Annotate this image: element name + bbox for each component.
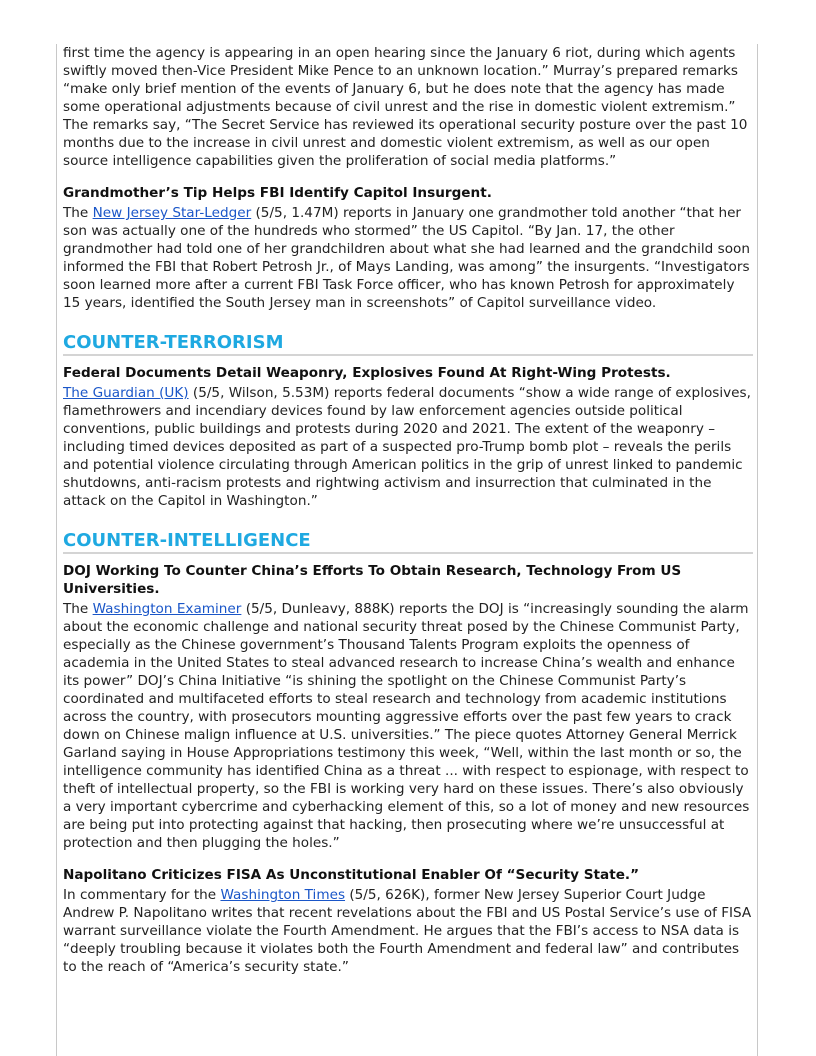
article-lead: The (63, 205, 93, 221)
section-header-counter-terrorism (63, 332, 753, 356)
article-text: (5/5, 1.47M) reports in January one grandmother told another “that her son was actually one of the hundreds who stormed” the US Capitol. “By Jan. 17, the other grandmother had told one of her grandchildren about what she had learned and the grandchild soon informed the FBI that Robert Petrosh Jr., of Mays Landing, was among” the insurgents. “Investigators soon learned more after a current FBI Task Force officer, who has known Petrosh for approximately 15 years, identified the South Jersey man in screenshots” of Capitol surveillance video. (63, 205, 750, 311)
article-federal-documents (63, 364, 753, 510)
source-link-washington-examiner[interactable]: Washington Examiner (92, 601, 242, 617)
article-body (63, 886, 753, 976)
article-grandmother-tip (63, 184, 753, 312)
article-headline: DOJ Working To Counter China’s Efforts To Obtain Research, Technology From US Universities. (63, 563, 682, 597)
article-headline: Grandmother’s Tip Helps FBI Identify Capitol Insurgent. (63, 185, 492, 201)
section-header-counter-intelligence (63, 530, 753, 554)
page-content (57, 44, 757, 976)
source-link-guardian[interactable]: The Guardian (UK) (63, 385, 189, 401)
section-title: COUNTER-INTELLIGENCE (63, 530, 311, 551)
intro-paragraph: first time the agency is appearing in an open hearing since the January 6 riot, during which agents swiftly moved then-Vice President Mike Pence to an unknown location.” Murray’s prepared remarks “make only brief mention of the events of January 6, but he does note that the agency has made some operational adjustments because of civil unrest and the rise in domestic violent extremism.” The remarks say, “The Secret Service has reviewed its operational security posture over the past 10 months due to the increase in civil unrest and domestic violent extremism, as well as our open source intelligence capabilities given the proliferation of social media platforms.” (63, 45, 748, 169)
source-link-washington-times[interactable]: Washington Times (220, 887, 346, 903)
article-body (63, 384, 753, 510)
article-headline: Napolitano Criticizes FISA As Unconstitutional Enabler Of “Security State.” (63, 867, 640, 883)
article-body (63, 600, 753, 852)
section-title: COUNTER-TERRORISM (63, 332, 284, 353)
newsletter-page (56, 44, 758, 1056)
article-lead: The (63, 601, 93, 617)
article-headline: Federal Documents Detail Weaponry, Explosives Found At Right-Wing Protests. (63, 365, 671, 381)
article-napolitano-fisa (63, 866, 753, 976)
article-text: (5/5, Dunleavy, 888K) reports the DOJ is “increasingly sounding the alarm about the economic challenge and national security threat posed by the Chinese Communist Party, especially as the Chinese government’s Thousand Talents Program exploits the openness of academia in the United States to steal advanced research to increase China’s wealth and enhance its power” DOJ’s China Initiative “is shining the spotlight on the Chinese Communist Party’s coordinated and multifaceted efforts to steal research and technology from academic institutions across the country, with prosecutors mounting aggressive efforts over the past few years to crack down on Chinese malign influence at U.S. universities.” The piece quotes Attorney General Merrick Garland saying in House Appropriations testimony this week, “Well, within the last month or so, the intelligence community has identified China as a threat ... with respect to espionage, with respect to theft of intellectual property, so the FBI is working very hard on these issues. There’s also obviously a very important cybercrime and cyberhacking element of this, so a lot of money and new resources are being put into protecting against that hacking, then prosecuting where we’re unsuccessful at protection and then plugging the holes.” (63, 601, 750, 851)
article-lead: In commentary for the (63, 887, 221, 903)
article-text: (5/5, Wilson, 5.53M) reports federal documents “show a wide range of explosives, flamethrowers and incendiary devices found by law enforcement agencies outside political conventions, public buildings and protests during 2020 and 2021. The extent of the weaponry – including timed devices deposited as part of a suspected pro-Trump bomb plot – reveals the perils and potential violence circulating through American politics in the grip of unrest linked to pandemic shutdowns, anti-racism protests and rightwing activism and insurrection that culminated in the attack on the Capitol in Washington.” (63, 385, 751, 509)
article-body (63, 204, 753, 312)
article-text: (5/5, 626K), former New Jersey Superior Court Judge Andrew P. Napolitano writes that recent revelations about the FBI and US Postal Service’s use of FISA warrant surveillance violate the Fourth Amendment. He argues that the FBI’s access to NSA data is “deeply troubling because it violates both the Fourth Amendment and federal law” and contributes to the reach of “America’s security state.” (63, 887, 752, 975)
article-doj-china (63, 562, 753, 852)
source-link-star-ledger[interactable]: New Jersey Star-Ledger (92, 205, 252, 221)
